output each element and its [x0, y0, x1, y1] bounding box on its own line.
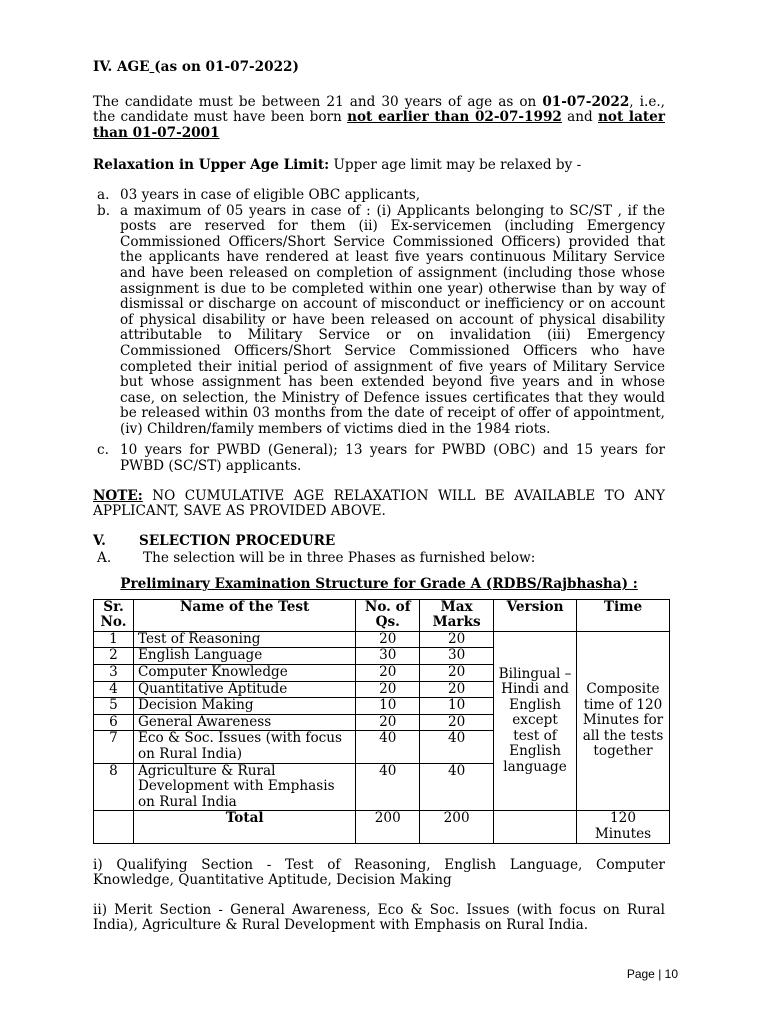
cell-test-name: Test of Reasoning [133, 631, 355, 648]
cell-qs: 40 [356, 731, 420, 763]
age-cutoff-date: 01-07-2022 [542, 93, 630, 110]
cell-total-time: 120 Minutes [577, 811, 670, 843]
cell-sr: 2 [94, 648, 134, 665]
cell-test-name: Eco & Soc. Issues (with focus on Rural India) [133, 731, 355, 763]
cell-qs: 40 [356, 763, 420, 811]
age-para-text-1: The candidate must be between 21 and 30 years of age as on [93, 93, 543, 110]
exam-structure-table [93, 599, 670, 844]
cell-qs: 20 [356, 714, 420, 731]
cell-total-marks: 200 [420, 811, 494, 843]
table-row [94, 631, 670, 648]
list-marker: c. [97, 442, 109, 459]
relaxation-item-text: a maximum of 05 years in case of : (i) Applicants belonging to SC/ST , if the posts are reserved for them (ii) Ex-servicemen (including Emergency Commissioned Officers/Short Service Commissioned Officers) provided that the applicants have rendered at least five years continuous Military Service and have been released on completion of assignment (including those whose assignment is due to be completed within one year) otherwise than by way of dismissal or discharge on account of misconduct or inefficiency or on account of physical disability or have been released on account of physical disability attributable to Military Service or on invalidation (iii) Emergency Commissioned Officers/Short Service Commissioned Officers who have completed their initial period of assignment of five years of Military Service but whose assignment has been extended beyond five years and in whose case, on selection, the Ministry of Defence issues certificates that they would be released within 03 months from the date of receipt of offer of appointment, (iv) Children/family members of victims died in the 1984 riots. [120, 202, 665, 437]
cell-test-name: English Language [133, 648, 355, 665]
cell-marks: 20 [420, 665, 494, 682]
selection-heading-number: V. [93, 532, 106, 549]
selection-section-heading [93, 534, 665, 550]
header-test-name: Name of the Test [133, 599, 355, 631]
cell-qs: 20 [356, 681, 420, 698]
cell-sr: 3 [94, 665, 134, 682]
cell-test-name: Computer Knowledge [133, 665, 355, 682]
not-earlier-than: not earlier than 02-07-1992 [347, 109, 562, 126]
note-label: NOTE: [93, 487, 143, 504]
cell-marks: 40 [420, 763, 494, 811]
cell-marks: 40 [420, 731, 494, 763]
not-later-than: not later than 01-07-2001 [93, 109, 665, 141]
cell-sr: 8 [94, 763, 134, 811]
header-no-of-qs: No. of Qs. [356, 599, 420, 631]
relaxation-item [93, 188, 665, 204]
list-marker: a. [97, 186, 110, 203]
cell-sr: 5 [94, 698, 134, 715]
relaxation-list [93, 188, 665, 475]
relaxation-label: Relaxation in Upper Age Limit: [93, 157, 330, 174]
selection-heading-text: SELECTION PROCEDURE [139, 532, 336, 549]
table-header-row [94, 599, 670, 631]
cell-marks: 10 [420, 698, 494, 715]
age-note [93, 489, 665, 520]
phase-marker: A. [97, 550, 112, 567]
cell-total-label: Total [133, 811, 355, 843]
age-section-heading [93, 60, 665, 76]
relaxation-item [93, 204, 665, 438]
page-number: Page | 10 [626, 967, 678, 981]
cell-marks: 20 [420, 714, 494, 731]
relaxation-item-text: 10 years for PWBD (General); 13 years for PWBD (OBC) and 15 years for PWBD (SC/ST) applicants. [120, 442, 665, 475]
age-eligibility-paragraph [93, 95, 665, 142]
cell-qs: 20 [356, 665, 420, 682]
cell-total-version-empty [494, 811, 577, 843]
table-total-row [94, 811, 670, 843]
qualifying-section-text: i) Qualifying Section - Test of Reasoning, English Language, Computer Knowledge, Quantitative Aptitude, Decision Making [93, 856, 665, 889]
cell-sr: 1 [94, 631, 134, 648]
merit-section-text: ii) Merit Section - General Awareness, Eco & Soc. Issues (with focus on Rural India), Agriculture & Rural Development with Emphasis on Rural India. [93, 901, 665, 934]
cell-sr: 4 [94, 681, 134, 698]
phase-text: The selection will be in three Phases as furnished below: [143, 550, 536, 567]
cell-qs: 30 [356, 648, 420, 665]
cell-test-name: Quantitative Aptitude [133, 681, 355, 698]
relaxation-item [93, 443, 665, 474]
phase-line [93, 551, 665, 567]
cell-marks: 30 [420, 648, 494, 665]
relaxation-item-text: 03 years in case of eligible OBC applicants, [120, 186, 421, 203]
age-heading-prefix: IV. AGE [93, 59, 150, 75]
cell-test-name: Decision Making [133, 698, 355, 715]
cell-version: Bilingual – Hindi and English except test of English language [494, 631, 577, 811]
header-version: Version [494, 599, 577, 631]
cell-test-name: General Awareness [133, 714, 355, 731]
cell-total-qs: 200 [356, 811, 420, 843]
relaxation-text: Upper age limit may be relaxed by - [329, 157, 582, 174]
list-marker: b. [97, 202, 111, 219]
age-para-text-2: , i.e., the candidate must have been born [93, 93, 665, 126]
header-time: Time [577, 599, 670, 631]
age-para-and: and [561, 109, 599, 126]
cell-qs: 10 [356, 698, 420, 715]
relaxation-intro [93, 158, 665, 174]
cell-sr: 6 [94, 714, 134, 731]
cell-test-name: Agriculture & Rural Development with Emphasis on Rural India [133, 763, 355, 811]
cell-qs: 20 [356, 631, 420, 648]
exam-table-title: Preliminary Examination Structure for Grade A (RDBS/Rajbhasha) : [120, 576, 638, 593]
header-sr-no: Sr. No. [94, 599, 134, 631]
header-max-marks: Max Marks [420, 599, 494, 631]
cell-sr: 7 [94, 731, 134, 763]
note-text: NO CUMULATIVE AGE RELAXATION WILL BE AVAILABLE TO ANY APPLICANT, SAVE AS PROVIDED ABOVE. [93, 487, 665, 520]
cell-marks: 20 [420, 681, 494, 698]
document-page [93, 60, 665, 934]
cell-time: Composite time of 120 Minutes for all the tests together [577, 631, 670, 811]
age-heading-date: (as on 01-07-2022) [154, 59, 299, 75]
cell-total-empty [94, 811, 134, 843]
cell-marks: 20 [420, 631, 494, 648]
